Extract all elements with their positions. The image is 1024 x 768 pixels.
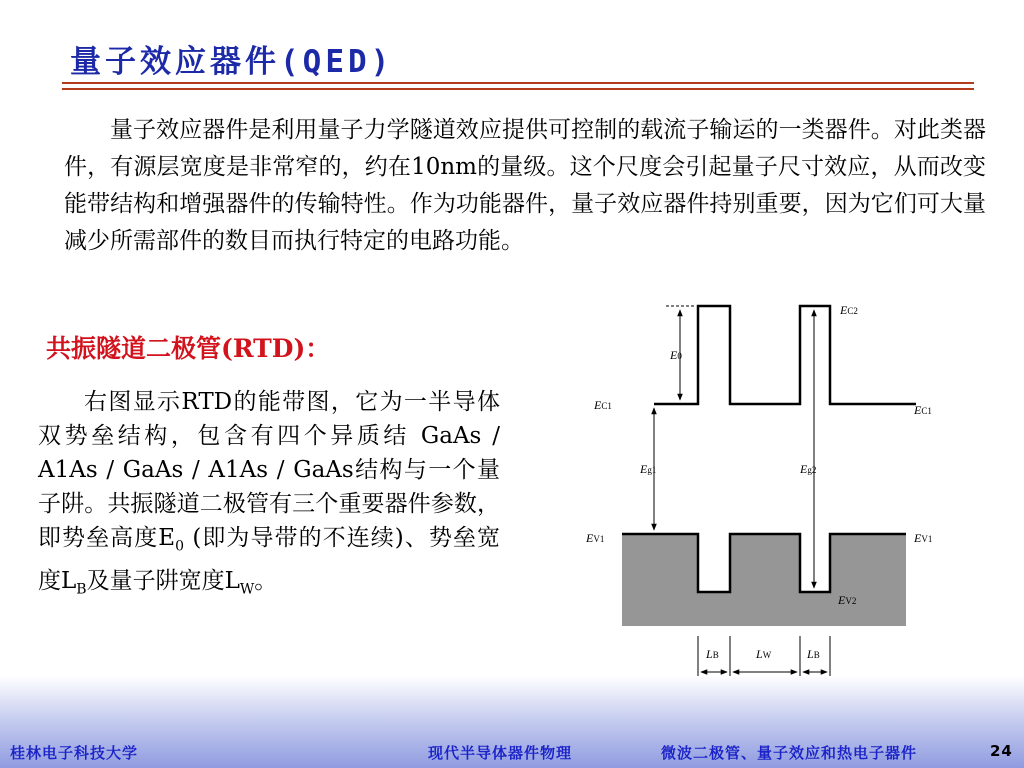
label-ec1-left: EC1	[594, 398, 612, 412]
rtd-text-a: 右图显示RTD的能带图，它为一半导体双势垒结构，包含有四个异质结 GaAs / A1As / GaAs / A1As / GaAs结构与一个量子阱。共振隧道二极管有三个重要器件参数，即势垒高度E	[38, 389, 500, 551]
valence-band-fill	[622, 534, 906, 626]
label-e0: E0	[670, 348, 682, 362]
rtd-sub-lw: W	[239, 581, 255, 598]
footer-course: 现代半导体器件物理	[428, 744, 573, 762]
label-ev2: EV2	[838, 593, 857, 607]
label-lb-right: LB	[807, 647, 820, 661]
slide-title: 量子效应器件(QED)	[70, 44, 394, 80]
label-ev1-right: EV1	[914, 531, 933, 545]
rtd-description	[38, 385, 500, 606]
label-eg1: Eg1	[640, 462, 657, 476]
label-lb-left: LB	[706, 647, 719, 661]
page-number: 24	[990, 742, 1013, 760]
footer-university: 桂林电子科技大学	[10, 744, 139, 762]
title-rule-bottom	[62, 88, 974, 90]
label-ec1-right: EC1	[914, 403, 932, 417]
footer-chapter: 微波二极管、量子效应和热电子器件	[661, 744, 918, 762]
conduction-band-edge	[654, 306, 916, 404]
rtd-heading: 共振隧道二极管(RTD)：	[46, 334, 331, 363]
label-eg2: Eg2	[800, 462, 817, 476]
title-rule-top	[62, 82, 974, 84]
rtd-text-c: 及量子阱宽度L	[86, 567, 240, 594]
intro-paragraph: 量子效应器件是利用量子力学隧道效应提供可控制的载流子输运的一类器件。对此类器件，有源层宽度是非常窄的，约在10nm的量级。这个尺度会引起量子尺寸效应，从而改变能带结构和增强器件的传输特性。作为功能器件，量子效应器件持别重要，因为它们可大量减少所需部件的数目而执行特定的电路功能。	[64, 117, 986, 254]
label-lw: LW	[756, 647, 772, 661]
rtd-band-diagram	[580, 296, 960, 696]
rtd-text-b: (即为导带的不连续)、势垒宽度L	[38, 525, 500, 594]
footer-bar	[0, 676, 1024, 768]
rtd-sub-lb: B	[76, 581, 87, 598]
rtd-text-d: 。	[254, 567, 278, 594]
label-ec2: EC2	[840, 303, 858, 317]
rtd-sub-e0: 0	[175, 538, 184, 555]
label-ev1-left: EV1	[586, 531, 605, 545]
